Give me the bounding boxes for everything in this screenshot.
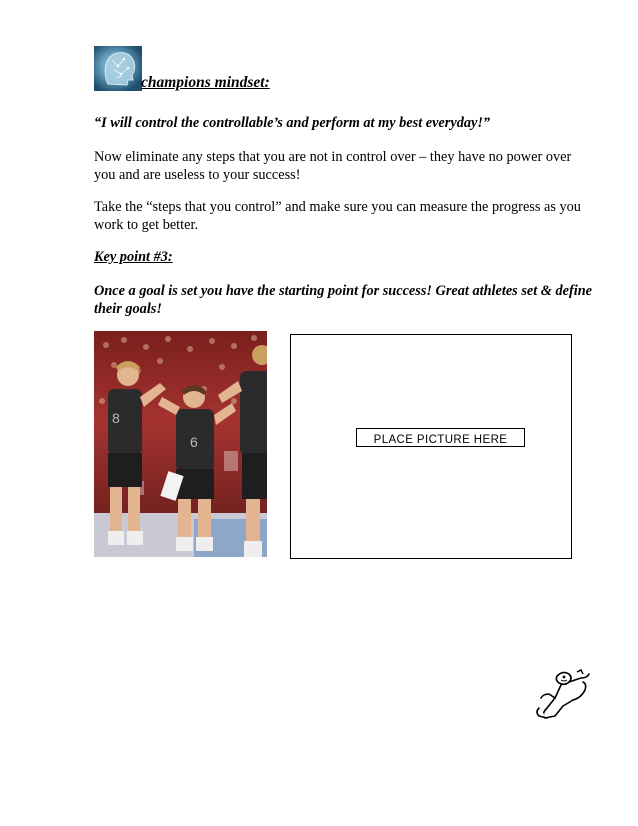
picture-placeholder-label: PLACE PICTURE HERE: [356, 428, 525, 447]
key-point-heading: Key point #3:: [94, 249, 173, 265]
brain-head-icon: [94, 46, 142, 91]
motto-quote: “I will control the controllable’s and perform at my best everyday!”: [94, 115, 491, 131]
volleyball-team-celebration-photo: [94, 331, 267, 557]
page-title: champions mindset:: [141, 74, 270, 91]
cartoon-mascot-icon: [533, 668, 593, 722]
paragraph-eliminate-steps: Now eliminate any steps that you are not in control over – they have no power over you and are useless to your success!: [94, 149, 572, 183]
svg-text:8: 8: [112, 410, 120, 426]
key-point-text: Once a goal is set you have the starting point for success! Great athletes set & define their goals!: [94, 283, 592, 317]
paragraph-measure-progress: Take the “steps that you control” and make sure you can measure the progress as you work to get better.: [94, 199, 581, 233]
svg-text:6: 6: [190, 434, 198, 450]
